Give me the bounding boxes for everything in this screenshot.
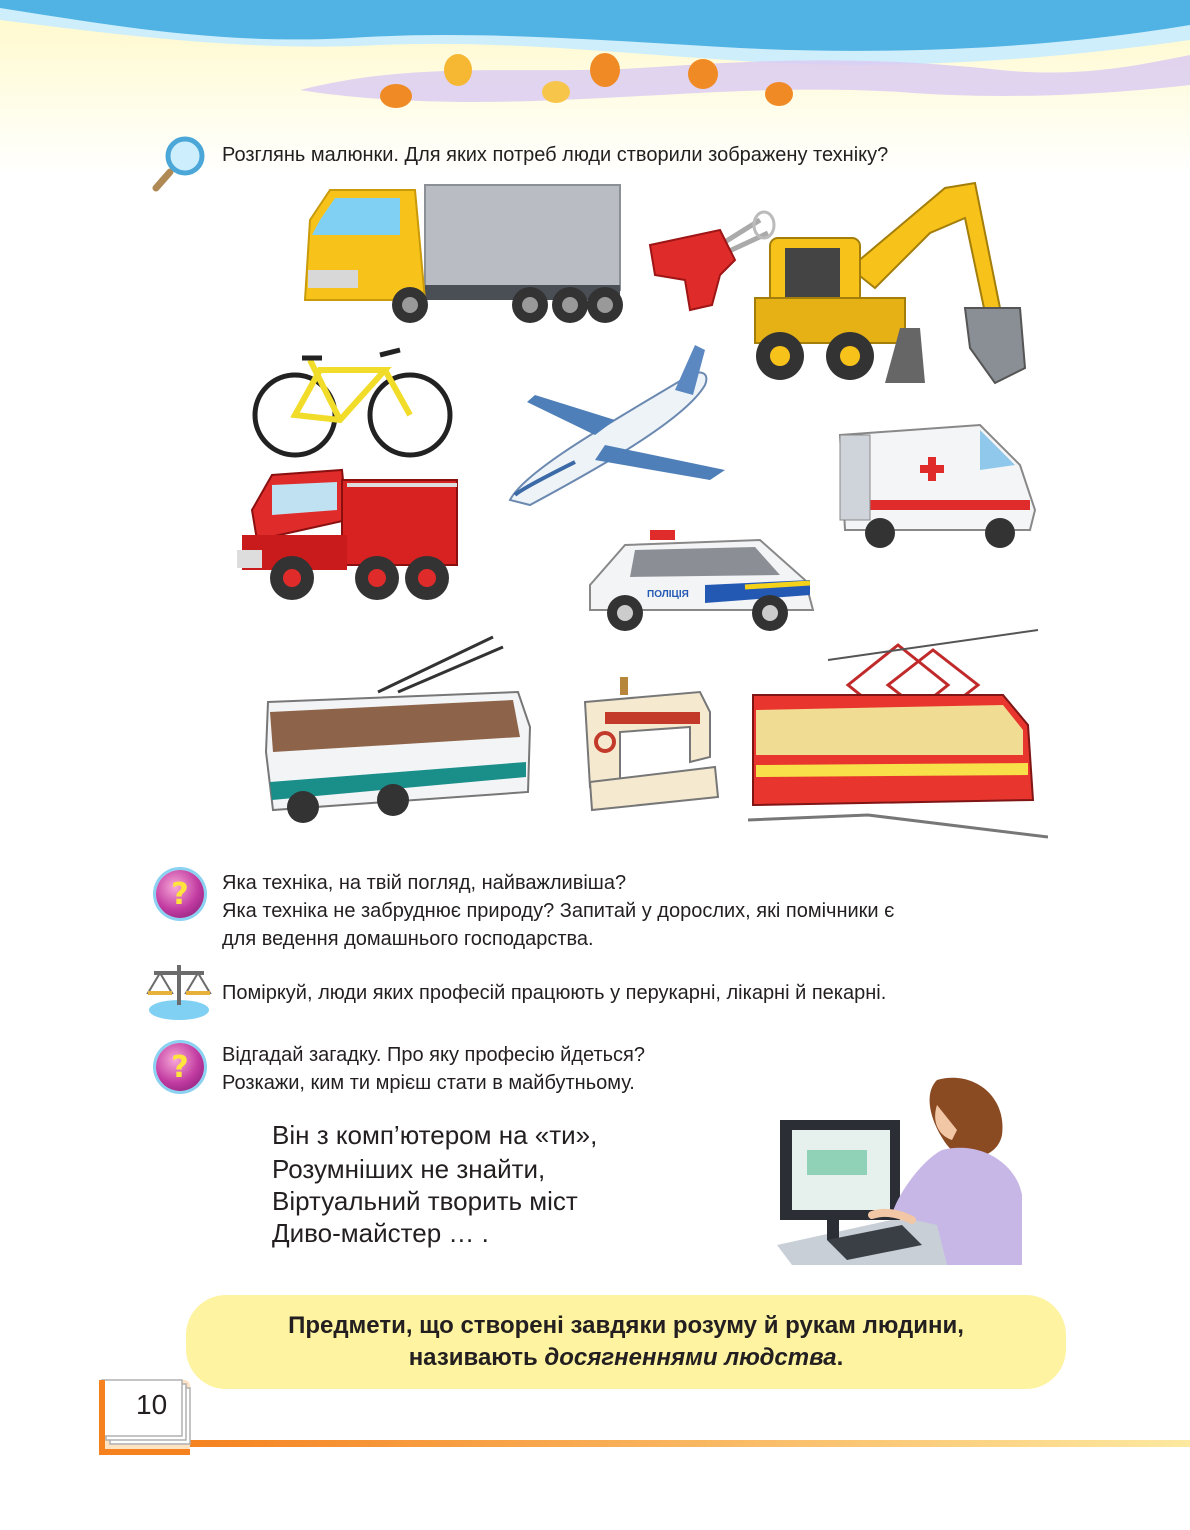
scales-icon [144,955,214,1025]
airplane-image [495,340,735,515]
riddle-line: Він з комп’ютером на «ти», [272,1120,598,1150]
truck-image [300,180,625,330]
programmer-image [772,1075,1032,1270]
think-text: Поміркуй, люди яких професій працюють у перукарні, лікарні й пекарні. [222,982,887,1004]
sewing-machine-image [580,672,720,812]
excavator-image [750,178,1035,388]
question-line: для ведення домашнього господарства. [222,928,594,950]
bicycle-image [250,340,455,460]
leaf-icon [590,53,620,87]
leaf-icon [688,59,718,89]
riddle-line: Диво-майстер … . [272,1218,489,1248]
leaf-icon [765,82,793,106]
instruction-text: Розглянь малюнки. Для яких потреб люди створили зображену техніку? [222,144,889,166]
page-number: 10 [136,1389,168,1420]
magnifier-icon [152,134,210,192]
banner-emphasis: досягненнями людства [544,1344,837,1371]
fire-truck-image [232,460,467,605]
question-icon: ? [156,870,204,918]
riddle-line: Розумніших не знайти, [272,1154,546,1184]
police-label: ПОЛІЦІЯ [647,589,689,600]
question-icon: ? [156,1043,204,1091]
leaf-icon [542,81,570,103]
riddle-line: Віртуальний творить міст [272,1186,578,1216]
banner-text: називають [408,1344,545,1371]
banner-line: Предмети, що створені завдяки розуму й рукам людини, [288,1312,964,1339]
leaf-icon [380,84,412,108]
trolleybus-image [258,632,538,827]
page-number-tab [90,1370,1190,1460]
question-line: Розкажи, ким ти мрієш стати в майбутньому. [222,1072,635,1094]
banner-text: . [836,1344,844,1371]
leaf-icon [444,54,472,86]
question-line: Відгадай загадку. Про яку професію йдеться? [222,1044,646,1066]
question-line: Яка техніка не забруднює природу? Запитай у дорослих, які помічники є [222,900,895,922]
police-car-image [585,525,820,635]
tram-image [748,625,1048,840]
question-line: Яка техніка, на твій погляд, найважливіша? [222,872,627,894]
ambulance-image [830,415,1050,550]
